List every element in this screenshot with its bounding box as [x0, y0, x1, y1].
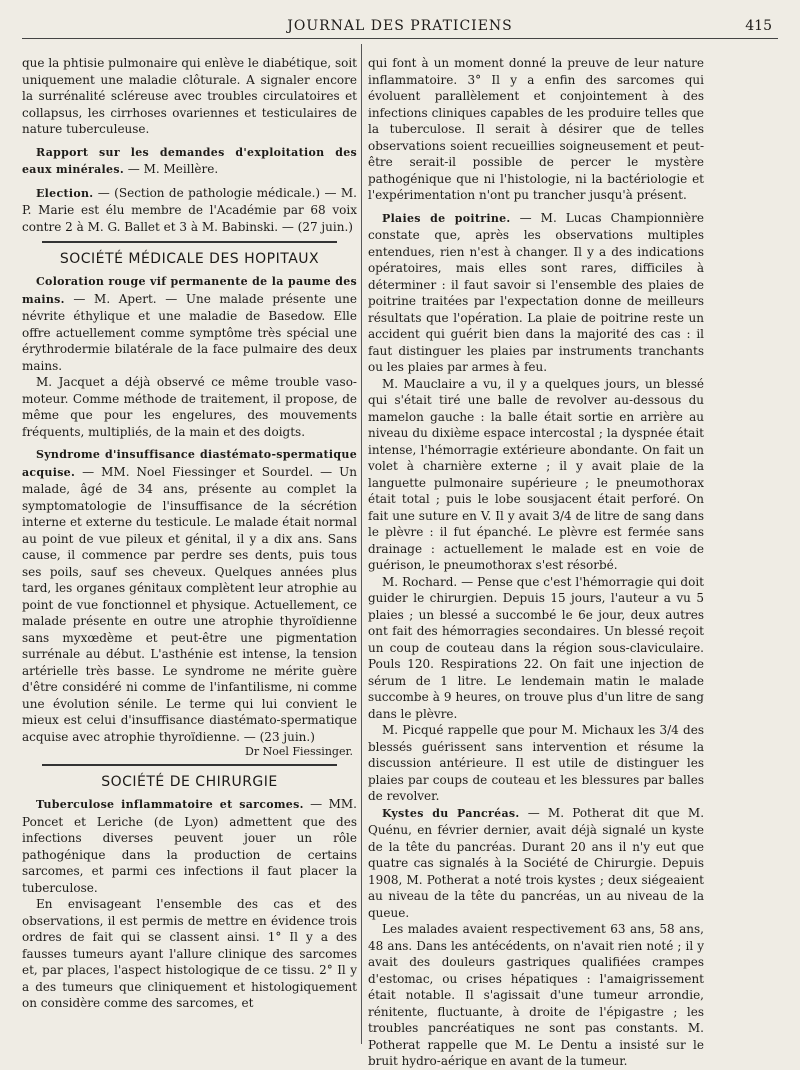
malades-paragraph: Les malades avaient respectivement 63 ans, 58 ans, 48 ans. Dans les antécédents, on n'avait rien noté ; il y avait des douleurs gastriques qualifiées crampes d'estomac, ou crises hépatiques : l'amaigrissement était notable. Il s'agissait d'une tumeur arrondie, rénitente, fluctuante, à droite de l'épigastre ; les troubles pancréatiques ne sont pas constants. M. Potherat rappelle que M. Le Dentu a insisté sur le bruit hydro-aérique en avant de la tumeur. [368, 922, 704, 1068]
left-column [22, 55, 357, 1012]
page-number: 415 [745, 18, 772, 34]
rapport-text: — M. Meillère. [123, 162, 219, 176]
section-title: SOCIÉTÉ MÉDICALE DES HOPITAUX [59, 251, 320, 267]
picque-paragraph: M. Picqué rappelle que pour M. Michaux les 3/4 des blessés guérissent sans intervention et résume la discussion antérieure. Il est utile de distinguer les plaies par coups de couteau et les blessures par balles de revolver. [368, 723, 704, 803]
election-text: — (Section de pathologie médicale.) — M. P. Marie est élu membre de l'Académie par 68 voix contre 2 à M. G. Ballet et 3 à M. Babinski. — (27 juin.) [22, 185, 357, 234]
kystes-heading: Kystes du Pancréas. [382, 806, 520, 820]
column-divider [361, 44, 362, 1044]
tuberculose-heading: Tuberculose inflammatoire et sarcomes. [36, 798, 304, 811]
signature: Dr Noel Fiessinger. [245, 745, 353, 758]
plaies-heading: Plaies de poitrine. [382, 211, 511, 225]
header-rule [22, 38, 778, 39]
tuberculose-paragraph [22, 796, 357, 896]
paragraph: que la phtisie pulmonaire qui enlève le diabétique, soit uniquement une maladie clôturale. A signaler encore la surrénalité scléreuse avec troubles circulatoires et collapsus, les cirrhoses ovariennes et testiculaires de nature tuberculeuse. [22, 56, 357, 136]
election-heading: Election. [36, 186, 94, 200]
rochard-paragraph: M. Rochard. — Pense que c'est l'hémorragie qui doit guider le chirurgien. Depuis 15 jours, l'auteur a vu 5 plaies ; un blessé a succombé le 6e jour, deux autres ont fait des hémorragies secondaires. Un blessé reçoit un coup de couteau dans la région sous-claviculaire. Pouls 120. Respirations 22. On fait une injection de sérum de 1 litre. Le lendemain matin le malade succombe à 9 heures, on trouve plus d'un litre de sang dans le plèvre. [368, 574, 704, 721]
jacquet-paragraph: M. Jacquet a déjà observé ce même trouble vaso-moteur. Comme méthode de traitement, il propose, de même que pour les engelures, des mouvements fréquents, multipliés, de la main et des doigts. [22, 375, 357, 439]
section-separator [42, 241, 337, 243]
election-paragraph [22, 185, 357, 236]
rapport-paragraph [22, 144, 357, 179]
plaies-text: — M. Lucas Championnière constate que, après les observations multiples entendues, rien n'est à changer. Il y a des indications opératoires, mais elles sont rares, difficiles à déterminer : il faut savoir si l'ensemble des plaies de poitrine traitées par l'expectation donne de meilleurs résultats que l'opération. La plaie de poitrine reste un accident qui guérit bien dans la majorité des cas : il faut distinguer les plaies par instruments tranchants ou les plaies par armes à feu. [368, 210, 705, 374]
envisage-paragraph: En envisageant l'ensemble des cas et des observations, il est permis de mettre en évidence trois ordres de fait qui se classent ainsi. 1° Il y a des fausses tumeurs ayant l'allure clinique des sarcomes et, par places, l'aspect histologique de ce tissu. 2° Il y a des tumeurs que cliniquement et histologiquement on considère comme des sarcomes, et [22, 897, 357, 1010]
rapport-heading: Rapport sur les demandes d'exploitation des eaux minérales. [22, 145, 357, 176]
right-column [368, 55, 704, 1070]
kystes-text: — M. Potherat dit que M. Quénu, en février dernier, avait déjà signalé un kyste de la tête du pancréas. Durant 20 ans il n'y eut que quatre cas signalés à la Société de Chirurgie. Depuis 1908, M. Potherat a noté trois kystes ; deux siégeaient au niveau de la tête du pancréas, un au niveau de la queue. [368, 805, 705, 920]
coloration-heading: Coloration rouge vif permanente de la paume des mains. [22, 275, 357, 306]
syndrome-heading: Syndrome d'insuffisance diastémato-spermatique acquise. [22, 448, 357, 479]
mauclaire-paragraph: M. Mauclaire a vu, il y a quelques jours, un blessé qui s'était tiré une balle de revolver au-dessous du mamelon gauche : la balle était sortie en arrière au niveau du dixième espace intercostal ; la dyspnée était intense, l'hémorragie extérieure abondante. On fait un volet à charnière externe ; il y avait plaie de la languette pulmonaire supérieure ; le pneumothorax était total ; puis le lobe sousjacent était perforé. On fait une suture en V. Il y avait 3/4 de litre de sang dans le plèvre : il fut épanché. Le plèvre est fermée sans drainage : actuellement le malade est en voie de guérison, le pneumothorax s'est résorbé. [368, 376, 704, 572]
journal-title: JOURNAL DES PRATICIENS [287, 18, 513, 34]
syndrome-text: — MM. Noel Fiessinger et Sourdel. — Un malade, âgé de 34 ans, présente au complet la symptomatologie de l'insuffisance de la sécrétion interne et externe du testicule. Le malade était normal au point de vue pileux et génital, il y a dix ans. Sans cause, il commence par perdre ses dents, puis tous ses poils, sauf ses cheveux. Quelques années plus tard, les organes génitaux complètent leur atrophie au point de vue fonctionnel et physique. Actuellement, ce malade présente en outre une atrophie thyroïdienne sans myxœdème et peut-être une pigmentation surrénale au début. L'asthénie est intense, la tension artérielle très basse. Le syndrome ne mérite guère d'être considéré ni comme de l'infantilisme, ni comme une évolution sénile. Le terme qui lui convient le mieux est celui d'insuffisance diastémato-spermatique acquise avec atrophie thyroïdienne. — (23 juin.) [22, 464, 357, 744]
paragraph: qui font à un moment donné la preuve de leur nature inflammatoire. 3° Il y a enfin des sarcomes qui évoluent parallèlement et conjointement à des infections cliniques capables de les produire telles que la tuberculose. Il serait à désirer que de telles observations soient recueillies soigneusement et peut-être serait-il possible de percer le mystère pathogénique que ni l'histologie, ni la bactériologie et l'expérimentation n'ont pu trancher jusqu'à présent. [368, 56, 704, 202]
coloration-paragraph [22, 273, 357, 374]
kystes-paragraph [368, 805, 704, 922]
page-header [22, 16, 778, 38]
plaies-paragraph [368, 210, 704, 376]
section-separator [42, 764, 337, 766]
tuberculose-text: — MM. Poncet et Leriche (de Lyon) admettent que des infections diverses peuvent jouer un rôle pathogénique dans la production de certains sarcomes, et parmi ces infections il faut placer la tuberculose. [22, 797, 357, 895]
section-title: SOCIÉTÉ DE CHIRURGIE [101, 774, 278, 790]
coloration-text: — M. Apert. — Une malade présente une névrite éthylique et une maladie de Basedow. Elle offre actuellement comme symptôme très spécial une érythrodermie bilatérale de la face pulmaire des deux mains. [22, 291, 357, 373]
syndrome-paragraph [22, 446, 357, 745]
